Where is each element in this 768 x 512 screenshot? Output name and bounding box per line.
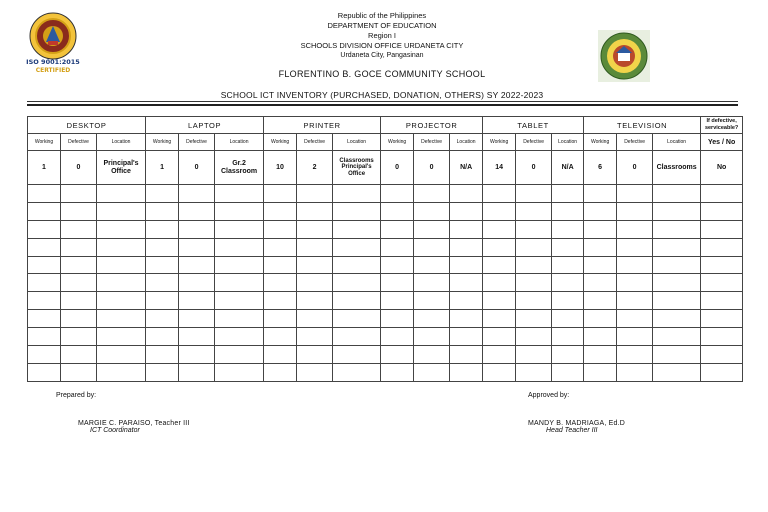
table-cell: [450, 256, 483, 274]
table-cell: [516, 256, 552, 274]
table-cell: 0: [414, 151, 450, 185]
table-cell: [584, 220, 617, 238]
table-cell: [61, 256, 97, 274]
table-cell: [414, 220, 450, 238]
table-cell: [617, 256, 653, 274]
ict-inventory-table: [27, 116, 743, 382]
table-cell: [179, 292, 215, 310]
table-cell: [61, 346, 97, 364]
prepared-by-name: MARGIE C. PARAISO, Teacher III: [78, 420, 190, 427]
table-cell: [179, 220, 215, 238]
table-cell: [264, 256, 297, 274]
table-cell: [483, 274, 516, 292]
table-cell: [701, 185, 743, 203]
table-cell: [450, 274, 483, 292]
table-cell: [333, 363, 381, 381]
table-cell: [516, 274, 552, 292]
table-cell: [552, 202, 584, 220]
column-header-location: Location: [215, 134, 264, 151]
table-cell: [61, 238, 97, 256]
table-cell: [552, 256, 584, 274]
table-cell: [333, 346, 381, 364]
table-cell: [653, 202, 701, 220]
table-cell: [653, 256, 701, 274]
table-row: [28, 328, 743, 346]
table-cell: Classrooms: [653, 151, 701, 185]
table-cell: [552, 363, 584, 381]
column-header-location: Location: [552, 134, 584, 151]
table-cell: [617, 220, 653, 238]
table-cell: [215, 310, 264, 328]
table-cell: [653, 328, 701, 346]
table-cell: [215, 346, 264, 364]
table-row: [28, 202, 743, 220]
table-cell: [584, 310, 617, 328]
table-cell: [653, 310, 701, 328]
category-desktop: DESKTOP: [28, 117, 146, 134]
address-text: Urdaneta City, Pangasinan: [340, 52, 424, 59]
table-cell: N/A: [450, 151, 483, 185]
column-header-defective: Defective: [617, 134, 653, 151]
category-printer: PRINTER: [264, 117, 381, 134]
column-header-yes-no: Yes / No: [701, 134, 743, 151]
table-cell: [215, 202, 264, 220]
table-cell: [215, 220, 264, 238]
table-cell: No: [701, 151, 743, 185]
school-seal-logo: [598, 30, 650, 82]
column-header-working: Working: [381, 134, 414, 151]
table-cell: [516, 220, 552, 238]
table-cell: [552, 220, 584, 238]
table-cell: [414, 363, 450, 381]
table-cell: [516, 310, 552, 328]
table-cell: [146, 310, 179, 328]
letterhead: [180, 11, 584, 61]
table-cell: [333, 202, 381, 220]
table-cell: [414, 310, 450, 328]
category-television: TELEVISION: [584, 117, 701, 134]
table-cell: [297, 238, 333, 256]
table-cell: [381, 220, 414, 238]
table-cell: [584, 363, 617, 381]
region-text: Region I: [368, 31, 396, 40]
column-header-defective: Defective: [414, 134, 450, 151]
table-cell: [653, 292, 701, 310]
table-cell: [701, 328, 743, 346]
table-cell: [584, 346, 617, 364]
table-cell: [381, 363, 414, 381]
column-header-location: Location: [450, 134, 483, 151]
table-cell: [701, 346, 743, 364]
table-row: [28, 363, 743, 381]
table-cell: [617, 292, 653, 310]
table-cell: [264, 220, 297, 238]
column-header-defective: Defective: [61, 134, 97, 151]
table-cell: [584, 238, 617, 256]
table-cell: [61, 363, 97, 381]
table-cell: [584, 202, 617, 220]
table-cell: [414, 238, 450, 256]
table-cell: N/A: [552, 151, 584, 185]
category-tablet: TABLET: [483, 117, 584, 134]
prepared-by-block: [78, 420, 190, 434]
table-cell: [61, 328, 97, 346]
table-cell: [516, 363, 552, 381]
table-row: [28, 346, 743, 364]
table-cell: [381, 292, 414, 310]
table-cell: [179, 310, 215, 328]
table-cell: [701, 363, 743, 381]
table-cell: [264, 328, 297, 346]
table-cell: [381, 202, 414, 220]
table-cell: [264, 292, 297, 310]
table-cell: [701, 310, 743, 328]
table-cell: Principal's Office: [97, 151, 146, 185]
table-cell: [414, 292, 450, 310]
table-row: [28, 220, 743, 238]
department-text: DEPARTMENT OF EDUCATION: [327, 21, 437, 30]
table-cell: [179, 238, 215, 256]
table-cell: [617, 185, 653, 203]
table-cell: [381, 328, 414, 346]
table-row: [28, 238, 743, 256]
table-cell: [483, 202, 516, 220]
table-cell: [297, 363, 333, 381]
table-cell: [414, 346, 450, 364]
table-cell: [653, 220, 701, 238]
table-cell: [584, 328, 617, 346]
table-cell: [179, 274, 215, 292]
table-cell: [381, 256, 414, 274]
table-cell: [297, 292, 333, 310]
table-cell: [97, 238, 146, 256]
table-cell: [552, 328, 584, 346]
table-cell: [61, 202, 97, 220]
table-cell: [381, 274, 414, 292]
sub-header-row: [28, 134, 743, 151]
table-cell: [450, 238, 483, 256]
table-cell: [61, 185, 97, 203]
table-cell: Classrooms Principal's Office: [333, 151, 381, 185]
table-row: [28, 274, 743, 292]
table-cell: [97, 363, 146, 381]
approved-by-block: [528, 420, 625, 434]
table-cell: [552, 310, 584, 328]
table-cell: Gr.2 Classroom: [215, 151, 264, 185]
table-cell: [215, 238, 264, 256]
table-cell: [381, 238, 414, 256]
table-cell: 0: [617, 151, 653, 185]
table-cell: [179, 328, 215, 346]
table-cell: [333, 274, 381, 292]
column-header-working: Working: [584, 134, 617, 151]
table-row: [28, 185, 743, 203]
table-cell: [584, 292, 617, 310]
svg-text:CERTIFIED: CERTIFIED: [35, 67, 71, 74]
approved-by-name: MANDY B. MADRIAGA, Ed.D: [528, 420, 626, 427]
table-cell: [28, 274, 61, 292]
table-cell: [701, 292, 743, 310]
table-cell: 0: [179, 151, 215, 185]
table-cell: [450, 220, 483, 238]
table-cell: [61, 274, 97, 292]
table-cell: [297, 346, 333, 364]
table-cell: 14: [483, 151, 516, 185]
table-cell: [146, 274, 179, 292]
table-cell: 0: [516, 151, 552, 185]
table-cell: 0: [61, 151, 97, 185]
table-cell: [584, 256, 617, 274]
column-header-location: Location: [97, 134, 146, 151]
table-cell: [381, 310, 414, 328]
table-cell: [483, 292, 516, 310]
table-cell: [264, 238, 297, 256]
table-cell: [61, 310, 97, 328]
table-cell: 2: [297, 151, 333, 185]
republic-text: Republic of the Philippines: [337, 11, 427, 20]
column-header-working: Working: [146, 134, 179, 151]
table-cell: [297, 202, 333, 220]
table-cell: [215, 292, 264, 310]
table-cell: [617, 346, 653, 364]
table-cell: [333, 310, 381, 328]
table-cell: [28, 363, 61, 381]
table-cell: [516, 328, 552, 346]
blank-rows: [28, 185, 743, 382]
table-cell: 1: [28, 151, 61, 185]
table-cell: [552, 346, 584, 364]
table-cell: [179, 185, 215, 203]
table-cell: [584, 274, 617, 292]
column-header-defective: Defective: [179, 134, 215, 151]
table-cell: [516, 185, 552, 203]
table-cell: [146, 185, 179, 203]
table-row: [28, 151, 743, 185]
table-cell: [450, 310, 483, 328]
table-cell: [483, 238, 516, 256]
table-cell: [516, 202, 552, 220]
table-cell: [552, 274, 584, 292]
table-cell: [179, 256, 215, 274]
column-header-working: Working: [483, 134, 516, 151]
table-cell: [333, 328, 381, 346]
table-row: [28, 292, 743, 310]
table-cell: [450, 292, 483, 310]
prepared-by-role: ICT Coordinator: [90, 427, 140, 434]
division-text: SCHOOLS DIVISION OFFICE URDANETA CITY: [300, 41, 464, 50]
table-cell: [333, 238, 381, 256]
column-header-defective: Defective: [297, 134, 333, 151]
table-cell: [701, 202, 743, 220]
school-name: FLORENTINO B. GOCE COMMUNITY SCHOOL: [278, 69, 486, 79]
table-cell: [617, 328, 653, 346]
column-header-working: Working: [28, 134, 61, 151]
serviceable-header: If defective, serviceable?: [701, 117, 743, 134]
table-cell: [333, 292, 381, 310]
table-cell: 6: [584, 151, 617, 185]
table-cell: [617, 202, 653, 220]
deped-division-logo: [26, 12, 82, 76]
table-cell: [414, 328, 450, 346]
document-title: SCHOOL ICT INVENTORY (PURCHASED, DONATION, OTHERS) SY 2022-2023: [220, 90, 544, 100]
table-cell: [653, 363, 701, 381]
category-projector: PROJECTOR: [381, 117, 483, 134]
column-header-location: Location: [653, 134, 701, 151]
table-cell: [483, 346, 516, 364]
table-cell: [179, 346, 215, 364]
table-cell: [264, 310, 297, 328]
table-cell: [333, 220, 381, 238]
table-cell: [146, 202, 179, 220]
table-cell: [483, 185, 516, 203]
table-cell: [146, 292, 179, 310]
table-cell: [28, 238, 61, 256]
table-cell: [146, 328, 179, 346]
table-row: [28, 310, 743, 328]
table-cell: [97, 274, 146, 292]
table-cell: [297, 328, 333, 346]
table-cell: [264, 363, 297, 381]
table-cell: [179, 202, 215, 220]
table-cell: [516, 292, 552, 310]
table-cell: [584, 185, 617, 203]
table-cell: [297, 220, 333, 238]
table-cell: [483, 328, 516, 346]
table-cell: [617, 363, 653, 381]
table-cell: [28, 346, 61, 364]
approved-by-label: Approved by:: [528, 392, 570, 399]
table-cell: [381, 185, 414, 203]
table-cell: 0: [381, 151, 414, 185]
table-cell: 1: [146, 151, 179, 185]
table-cell: [414, 256, 450, 274]
table-cell: [28, 310, 61, 328]
table-cell: [653, 274, 701, 292]
table-cell: [450, 363, 483, 381]
table-cell: [264, 185, 297, 203]
table-cell: [61, 220, 97, 238]
table-cell: [701, 256, 743, 274]
table-cell: [552, 292, 584, 310]
table-cell: [28, 328, 61, 346]
table-cell: [61, 292, 97, 310]
table-cell: [653, 185, 701, 203]
prepared-by-label: Prepared by:: [56, 392, 97, 399]
table-cell: [28, 256, 61, 274]
table-cell: [483, 220, 516, 238]
table-cell: [617, 238, 653, 256]
table-cell: [483, 256, 516, 274]
table-cell: [653, 346, 701, 364]
table-cell: [97, 202, 146, 220]
table-cell: [333, 185, 381, 203]
table-cell: [146, 346, 179, 364]
table-cell: [701, 274, 743, 292]
table-cell: [450, 202, 483, 220]
table-cell: [297, 185, 333, 203]
column-header-location: Location: [333, 134, 381, 151]
table-cell: [28, 185, 61, 203]
table-cell: [450, 328, 483, 346]
divider: [27, 101, 738, 102]
table-cell: [414, 185, 450, 203]
table-cell: [146, 220, 179, 238]
table-cell: [701, 220, 743, 238]
column-header-working: Working: [264, 134, 297, 151]
table-cell: [215, 256, 264, 274]
table-cell: [516, 346, 552, 364]
table-cell: [97, 310, 146, 328]
table-cell: [297, 274, 333, 292]
table-cell: [146, 363, 179, 381]
table-cell: [28, 292, 61, 310]
table-cell: [450, 185, 483, 203]
table-cell: 10: [264, 151, 297, 185]
column-header-defective: Defective: [516, 134, 552, 151]
table-cell: [97, 346, 146, 364]
table-cell: [483, 310, 516, 328]
table-cell: [414, 202, 450, 220]
table-cell: [215, 363, 264, 381]
table-cell: [215, 328, 264, 346]
table-cell: [215, 274, 264, 292]
approved-by-role: Head Teacher III: [546, 427, 598, 434]
table-row: [28, 256, 743, 274]
table-cell: [333, 256, 381, 274]
table-cell: [97, 185, 146, 203]
table-cell: [381, 346, 414, 364]
table-cell: [264, 274, 297, 292]
table-cell: [97, 220, 146, 238]
table-cell: [297, 256, 333, 274]
table-cell: [28, 220, 61, 238]
table-cell: [297, 310, 333, 328]
table-cell: [264, 346, 297, 364]
table-cell: [146, 256, 179, 274]
table-cell: [414, 274, 450, 292]
table-cell: [179, 363, 215, 381]
table-cell: [146, 238, 179, 256]
table-cell: [97, 292, 146, 310]
table-cell: [701, 238, 743, 256]
table-cell: [97, 256, 146, 274]
table-cell: [617, 274, 653, 292]
table-cell: [552, 185, 584, 203]
svg-text:ISO 9001:2015: ISO 9001:2015: [26, 58, 80, 66]
table-cell: [653, 238, 701, 256]
table-cell: [28, 202, 61, 220]
table-cell: [483, 363, 516, 381]
table-cell: [264, 202, 297, 220]
table-cell: [450, 346, 483, 364]
table-cell: [215, 185, 264, 203]
table-cell: [617, 310, 653, 328]
divider: [27, 104, 738, 106]
category-laptop: LAPTOP: [146, 117, 264, 134]
table-cell: [516, 238, 552, 256]
table-cell: [552, 238, 584, 256]
table-cell: [97, 328, 146, 346]
